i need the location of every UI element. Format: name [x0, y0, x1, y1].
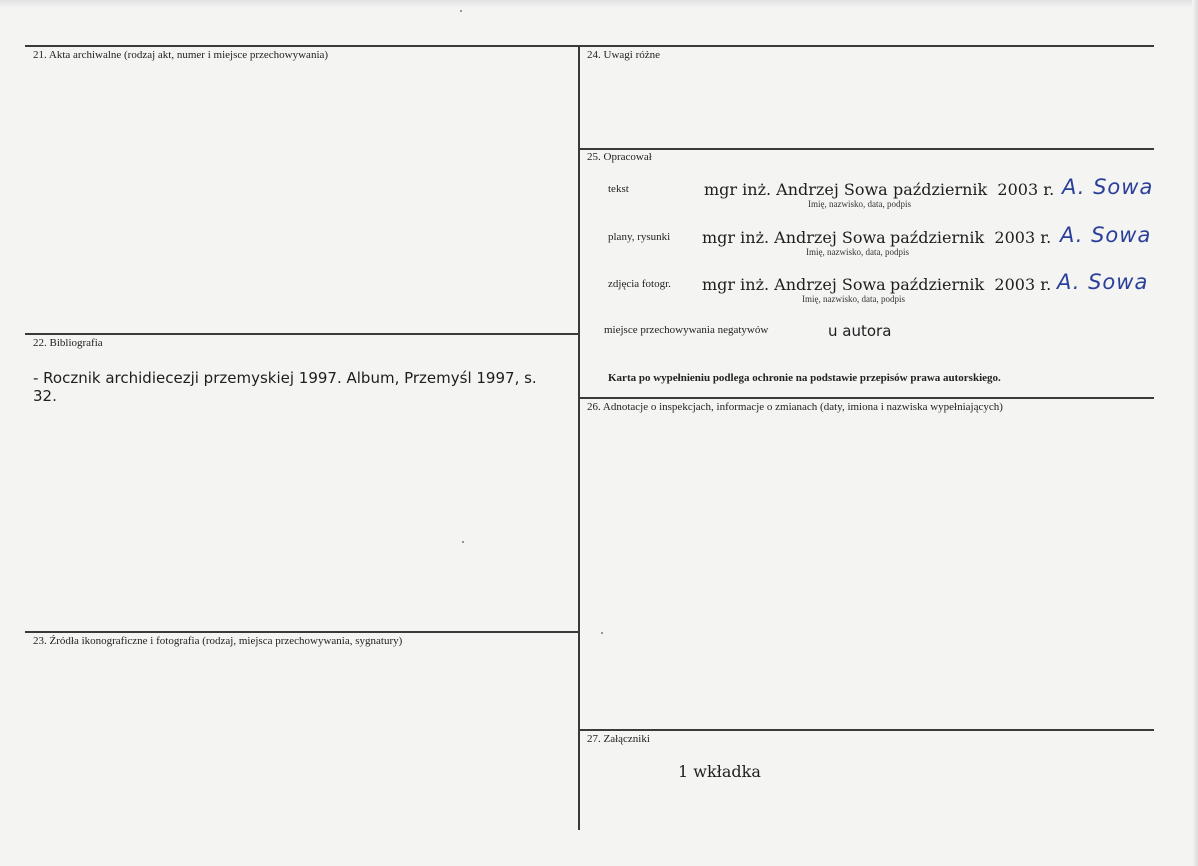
author-row-name: mgr inż. Andrzej Sowa [702, 228, 886, 247]
divider-26-27 [580, 729, 1154, 731]
bibliography-line-1: - Rocznik archidiecezji przemyskiej 1997. Album, Przemyśl 1997, s. [33, 369, 537, 387]
negatives-label: miejsce przechowywania negatywów [604, 324, 769, 336]
author-row-caption: Imię, nazwisko, data, podpis [808, 199, 911, 209]
top-border-right [580, 45, 1154, 47]
section-24-label: 24. Uwagi różne [587, 49, 661, 61]
section-25-label: 25. Opracował [587, 151, 652, 163]
author-row-name: mgr inż. Andrzej Sowa [702, 275, 886, 294]
card-right-edge [1192, 0, 1198, 866]
handwritten-signature: A. Sowa [1057, 270, 1149, 294]
divider-24-25 [580, 148, 1154, 150]
divider-21-22 [25, 333, 579, 335]
section-26-label: 26. Adnotacje o inspekcjach, informacje o zmianach (daty, imiona i nazwiska wypełniających) [587, 401, 1003, 413]
author-row-date: październik 2003 r. [890, 228, 1052, 247]
negatives-value: u autora [828, 322, 892, 340]
divider-25-26 [580, 397, 1154, 399]
author-row-name: mgr inż. Andrzej Sowa [704, 180, 888, 199]
handwritten-signature: A. Sowa [1062, 175, 1154, 199]
author-row-caption: Imię, nazwisko, data, podpis [806, 247, 909, 257]
scan-speck [601, 632, 603, 634]
divider-22-23 [25, 631, 579, 633]
attachments-value: 1 wkładka [678, 762, 761, 781]
top-border-left [25, 45, 580, 47]
section-22-label: 22. Bibliografia [33, 337, 103, 349]
author-row-date: październik 2003 r. [893, 180, 1055, 199]
bibliography-line-2: 32. [33, 387, 57, 405]
author-row-type: plany, rysunki [608, 231, 671, 243]
section-21-label: 21. Akta archiwalne (rodzaj akt, numer i miejsce przechowywania) [33, 49, 329, 61]
author-row-type: zdjęcia fotogr. [608, 278, 671, 290]
handwritten-signature: A. Sowa [1060, 223, 1152, 247]
scan-speck [460, 10, 462, 12]
section-23-label: 23. Źródła ikonograficzne i fotografia (rodzaj, miejsca przechowywania, sygnatury) [33, 635, 403, 647]
section-27-label: 27. Załączniki [587, 733, 650, 745]
copyright-note: Karta po wypełnieniu podlega ochronie na podstawie przepisów prawa autorskiego. [608, 372, 1001, 384]
author-row-caption: Imię, nazwisko, data, podpis [802, 294, 905, 304]
center-divider [578, 45, 580, 830]
author-row-type: tekst [608, 183, 629, 195]
author-row-date: październik 2003 r. [890, 275, 1052, 294]
scan-speck [462, 541, 464, 543]
card-top-edge [0, 0, 1198, 8]
